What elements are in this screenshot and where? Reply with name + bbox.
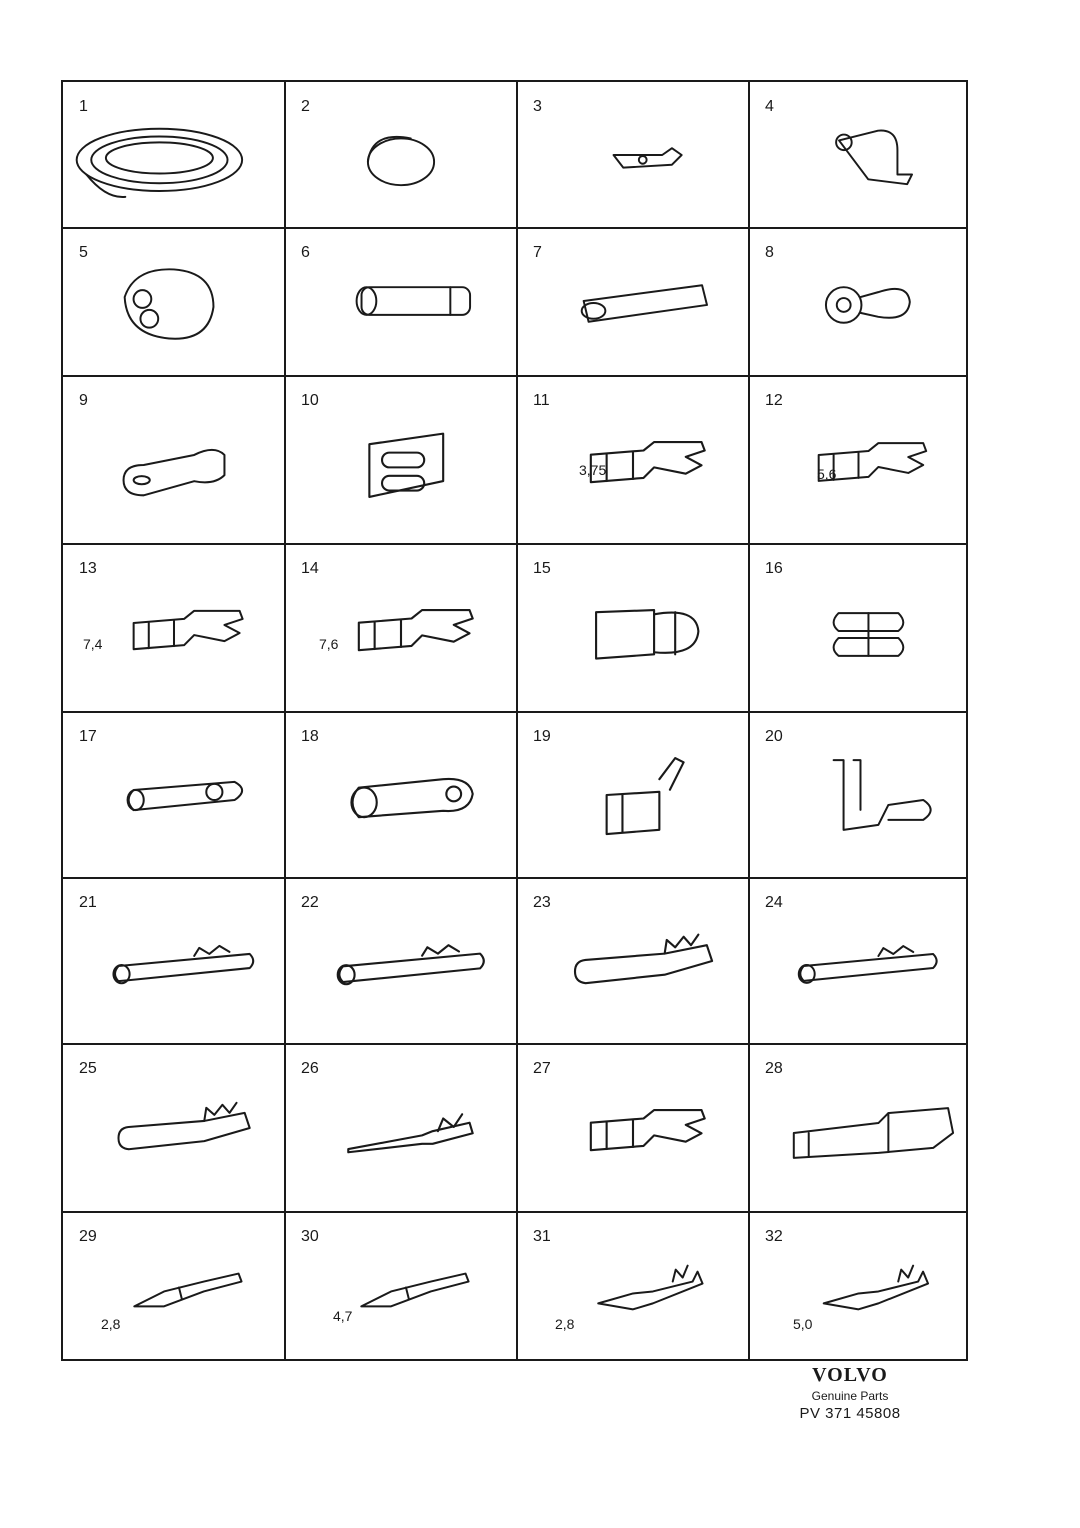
dimension-label: 7,6 [319,636,339,652]
insulated-receptacle-icon [517,544,749,712]
part-number-label: 5 [79,244,88,261]
rubber-boot-icon [63,228,285,376]
part-cell [517,82,749,228]
part-cell [63,712,285,878]
wire-coil-icon [63,82,285,228]
ring-terminal-tab-icon [517,82,749,228]
dimension-label: 2,8 [101,1316,121,1332]
part-cell [517,712,749,878]
dimension-label: 5,0 [793,1316,813,1332]
box-receptacle-icon [749,1044,968,1212]
part-cell [517,1044,749,1212]
part-number-label: 16 [765,560,783,577]
part-cell [749,712,968,878]
dimension-label: 4,7 [333,1308,353,1324]
loop-wire-icon [285,82,517,228]
part-cell [285,228,517,376]
part-number-label: 30 [301,1228,319,1245]
part-cell [749,228,968,376]
part-number-label: 24 [765,894,783,911]
dimension-label: 2,8 [555,1316,575,1332]
part-cell [749,1212,968,1361]
angled-receptacle-icon [517,712,749,878]
part-cell [749,376,968,544]
round-pin-icon [63,1044,285,1212]
dimension-label: 5,6 [817,466,837,482]
flat-receptacle-icon [517,1044,749,1212]
needle-pin-icon [285,1044,517,1212]
part-cell [749,878,968,1044]
part-number-label: 2 [301,98,310,115]
angled-cap-icon [749,82,968,228]
part-cell [749,1044,968,1212]
part-cell [63,228,285,376]
part-cell [63,376,285,544]
part-number-label: 10 [301,392,319,409]
tagline: Genuine Parts [811,1389,889,1403]
flat-receptacle-icon [285,544,517,712]
part-number-label: 32 [765,1228,783,1245]
part-cell [63,1212,285,1361]
part-number-label: 27 [533,1060,551,1077]
part-cell [63,82,285,228]
part-cell [285,712,517,878]
round-socket-eye-icon [285,712,517,878]
part-number-label: 20 [765,728,783,745]
part-number-label: 26 [301,1060,319,1077]
pin-socket-icon [285,878,517,1044]
part-number-label: 28 [765,1060,783,1077]
part-number-label: 15 [533,560,551,577]
flat-receptacle-icon [63,544,285,712]
small-receptacle-icon [749,1212,968,1361]
part-number-label: 11 [533,392,550,409]
part-number-label: 9 [79,392,88,409]
part-number-label: 3 [533,98,542,115]
part-number-label: 1 [79,98,88,115]
part-number-label: 14 [301,560,319,577]
part-number-label: 22 [301,894,319,911]
parts-grid [61,80,968,1361]
part-cell [285,82,517,228]
part-number-label: 12 [765,392,783,409]
part-cell [517,228,749,376]
flat-receptacle-icon [749,376,968,544]
small-tab-terminal-icon [285,1212,517,1361]
part-cell [517,544,749,712]
part-number-label: 31 [533,1228,551,1245]
tube-connector-icon [285,228,517,376]
part-number: PV 371 45808 [799,1405,901,1422]
part-cell [285,376,517,544]
part-cell [517,376,749,544]
brand-logo: VOLVO [812,1364,888,1386]
part-cell [63,878,285,1044]
part-cell [749,82,968,228]
bent-terminal-icon [749,712,968,878]
footer [780,1364,920,1422]
part-number-label: 6 [301,244,310,261]
part-number-label: 23 [533,894,551,911]
dimension-label: 3,75 [579,462,607,478]
double-clip-icon [749,544,968,712]
part-number-label: 8 [765,244,774,261]
small-tab-terminal-icon [63,1212,285,1361]
round-socket-icon [63,712,285,878]
part-number-label: 18 [301,728,319,745]
part-cell [63,544,285,712]
pin-socket-icon [63,878,285,1044]
part-cell [749,544,968,712]
small-receptacle-icon [517,1212,749,1361]
insulated-ring-terminal-icon [749,228,968,376]
part-number-label: 25 [79,1060,97,1077]
part-number-label: 4 [765,98,774,115]
part-cell [285,1044,517,1212]
double-socket-icon [285,376,517,544]
flat-receptacle-icon [517,376,749,544]
part-number-label: 29 [79,1228,97,1245]
pin-socket-icon [749,878,968,1044]
round-pin-icon [517,878,749,1044]
cable-lug-icon [63,376,285,544]
part-cell [285,1212,517,1361]
part-number-label: 19 [533,728,551,745]
dimension-label: 7,4 [83,636,103,652]
part-cell [517,878,749,1044]
part-number-label: 17 [79,728,97,745]
part-cell [63,1044,285,1212]
part-cell [285,878,517,1044]
oval-sleeve-icon [517,228,749,376]
part-cell [285,544,517,712]
part-number-label: 7 [533,244,542,261]
part-number-label: 21 [79,894,97,911]
part-cell [517,1212,749,1361]
part-number-label: 13 [79,560,97,577]
